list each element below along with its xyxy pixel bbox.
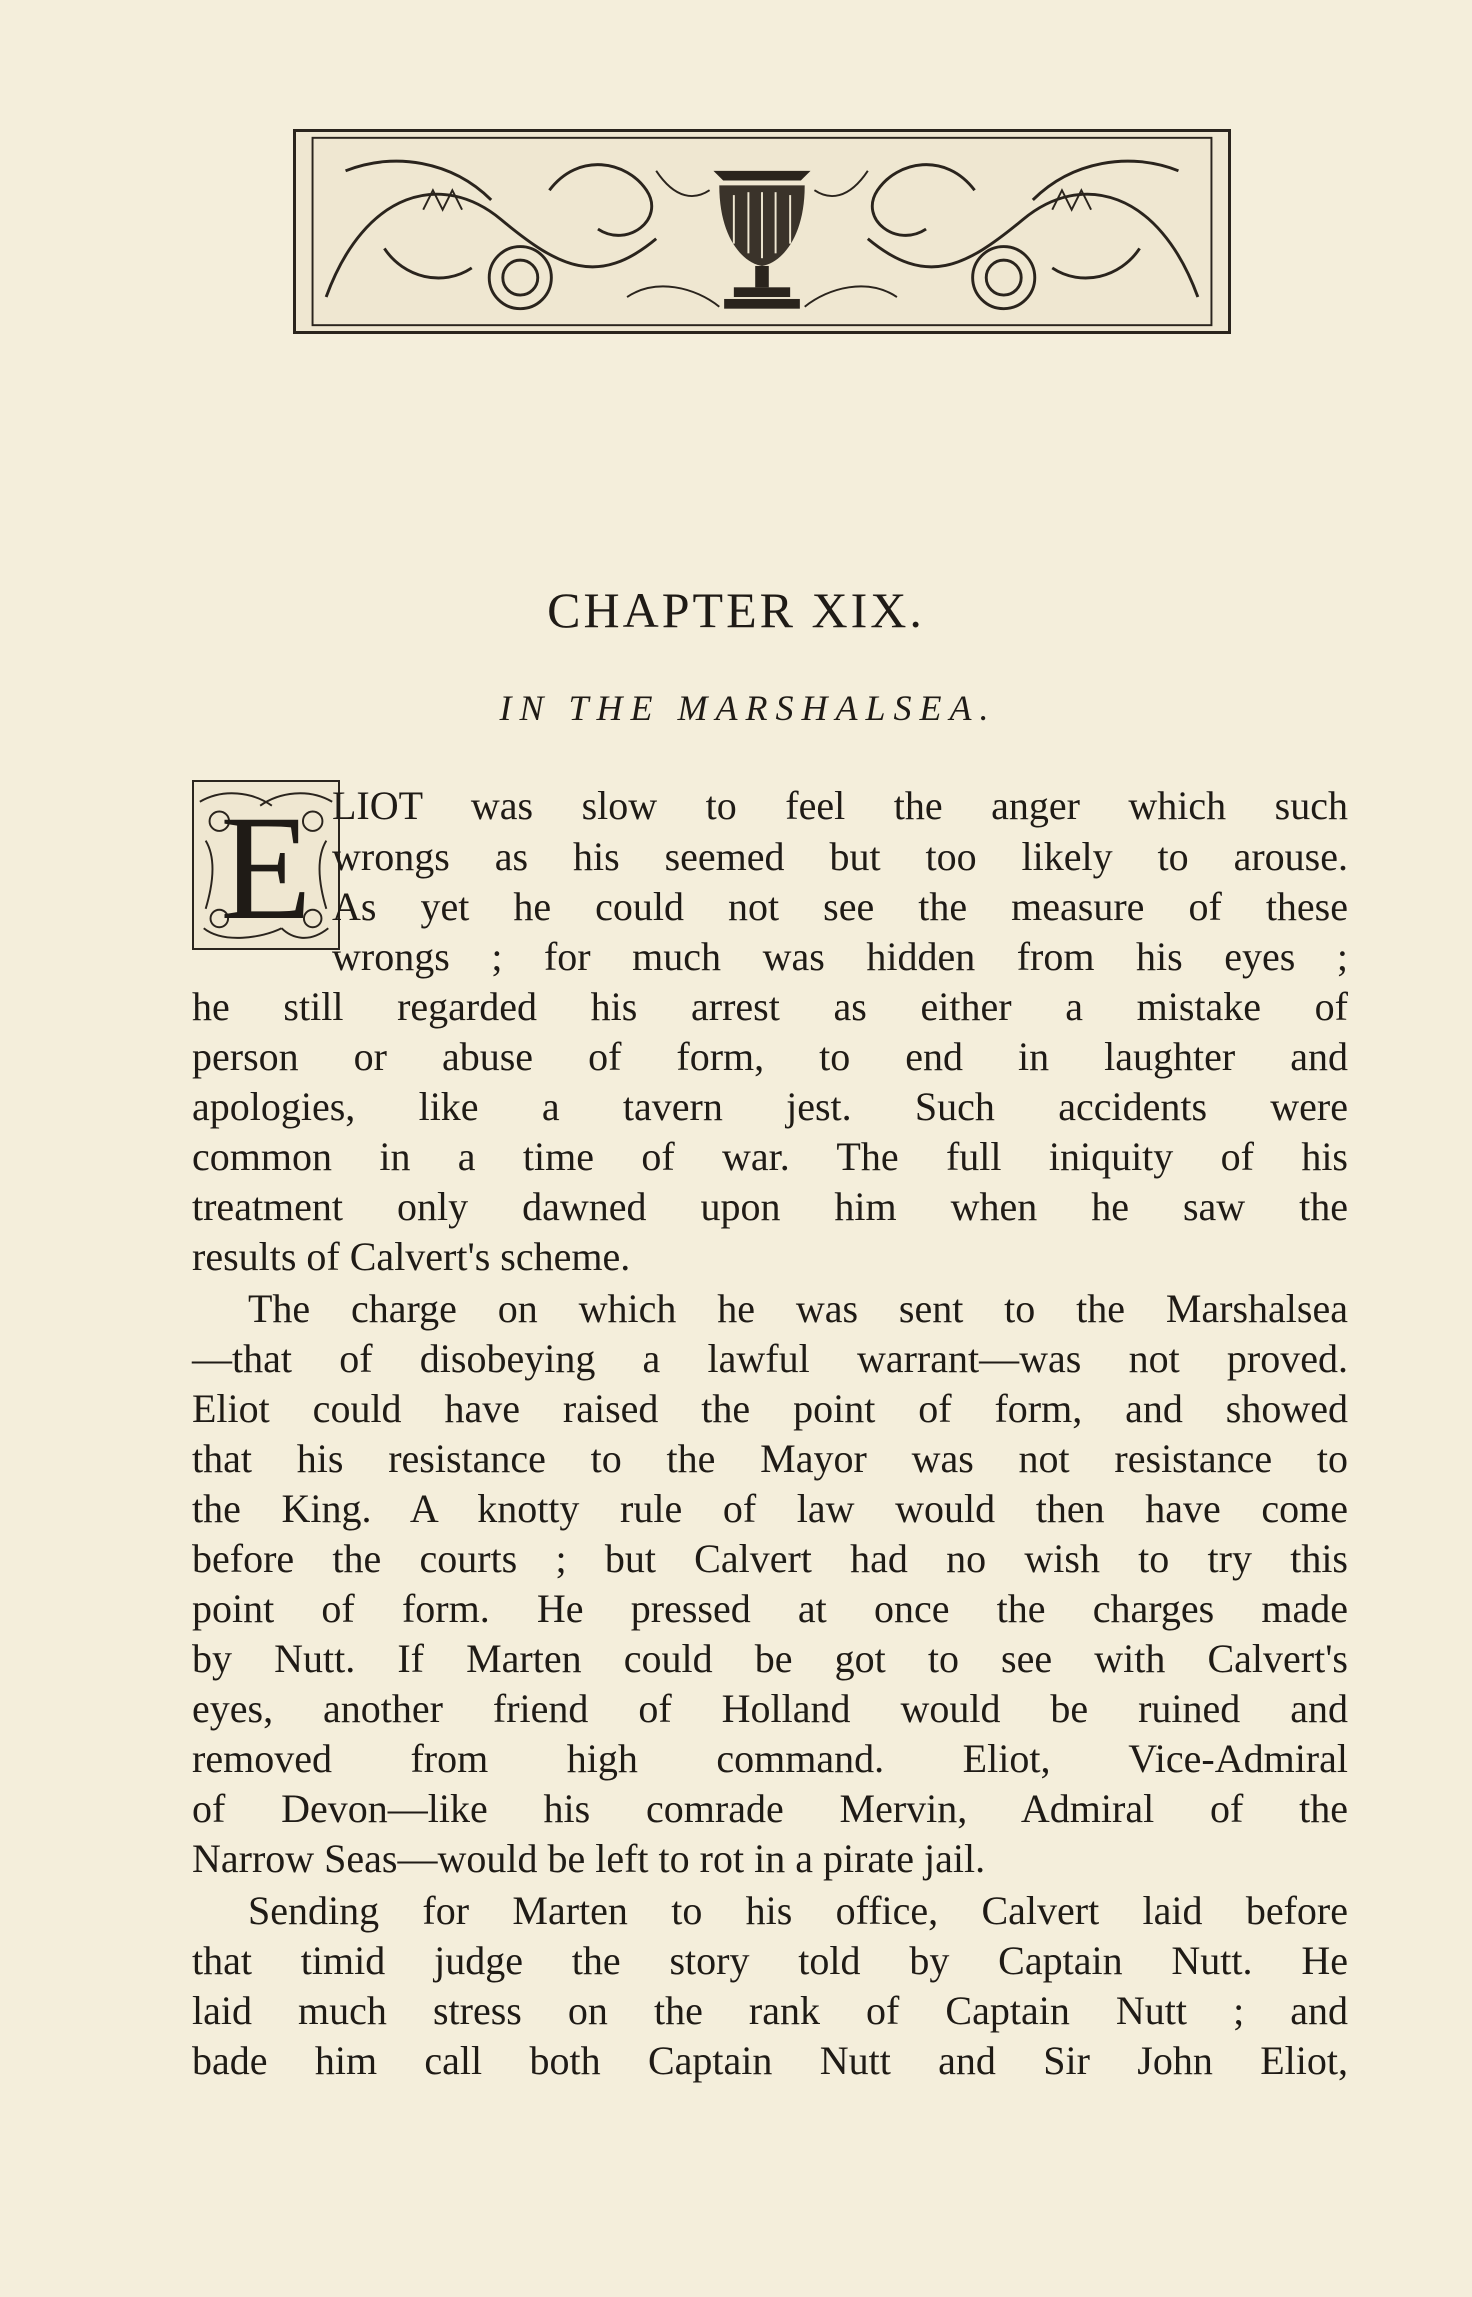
text-line: point of form. He pressed at once the charges made	[192, 1586, 1348, 1631]
text-line: The charge on which he was sent to the Marshalsea	[248, 1286, 1348, 1331]
text-line: apologies, like a tavern jest. Such accidents were	[192, 1084, 1348, 1129]
text-line: wrongs ; for much was hidden from his eyes ;	[332, 934, 1348, 979]
text-line: he still regarded his arrest as either a mistake of	[192, 984, 1348, 1029]
text-line: wrongs as his seemed but too likely to arouse.	[332, 834, 1348, 879]
text-line: common in a time of war. The full iniquity of his	[192, 1134, 1348, 1179]
text-line: by Nutt. If Marten could be got to see with Calvert's	[192, 1636, 1348, 1681]
text-line: the King. A knotty rule of law would then have come	[192, 1486, 1348, 1531]
text-line: Eliot could have raised the point of form, and showed	[192, 1386, 1348, 1431]
text-line: bade him call both Captain Nutt and Sir John Eliot,	[192, 2038, 1348, 2083]
text-line: —that of disobeying a lawful warrant—was not proved.	[192, 1336, 1348, 1381]
chapter-subtitle: IN THE MARSHALSEA.	[499, 688, 997, 728]
text-line: laid much stress on the rank of Captain Nutt ; and	[192, 1988, 1348, 2033]
text-line: that timid judge the story told by Captain Nutt. He	[192, 1938, 1348, 1983]
text-line: person or abuse of form, to end in laughter and	[192, 1034, 1348, 1079]
chapter-title: CHAPTER XIX.	[547, 582, 925, 638]
text-line: that his resistance to the Mayor was not resistance to	[192, 1436, 1348, 1481]
drop-cap-initial	[192, 780, 340, 950]
headpiece-ornament	[293, 129, 1231, 334]
text-line: Narrow Seas—would be left to rot in a pirate jail.	[192, 1836, 986, 1881]
text-line: treatment only dawned upon him when he saw the	[192, 1184, 1348, 1229]
text-line: results of Calvert's scheme.	[192, 1234, 631, 1279]
drop-cap-letter: E	[220, 785, 312, 950]
headpiece-ornament-icon	[296, 132, 1228, 331]
text-line: eyes, another friend of Holland would be ruined and	[192, 1686, 1348, 1731]
text-line: of Devon—like his comrade Mervin, Admiral of the	[192, 1786, 1348, 1831]
text-line: Sending for Marten to his office, Calvert laid before	[248, 1888, 1348, 1933]
text-line: As yet he could not see the measure of these	[332, 884, 1348, 929]
text-line: LIOT was slow to feel the anger which such	[332, 783, 1348, 828]
text-line: before the courts ; but Calvert had no wish to try this	[192, 1536, 1348, 1581]
text-line: removed from high command. Eliot, Vice-Admiral	[192, 1736, 1348, 1781]
